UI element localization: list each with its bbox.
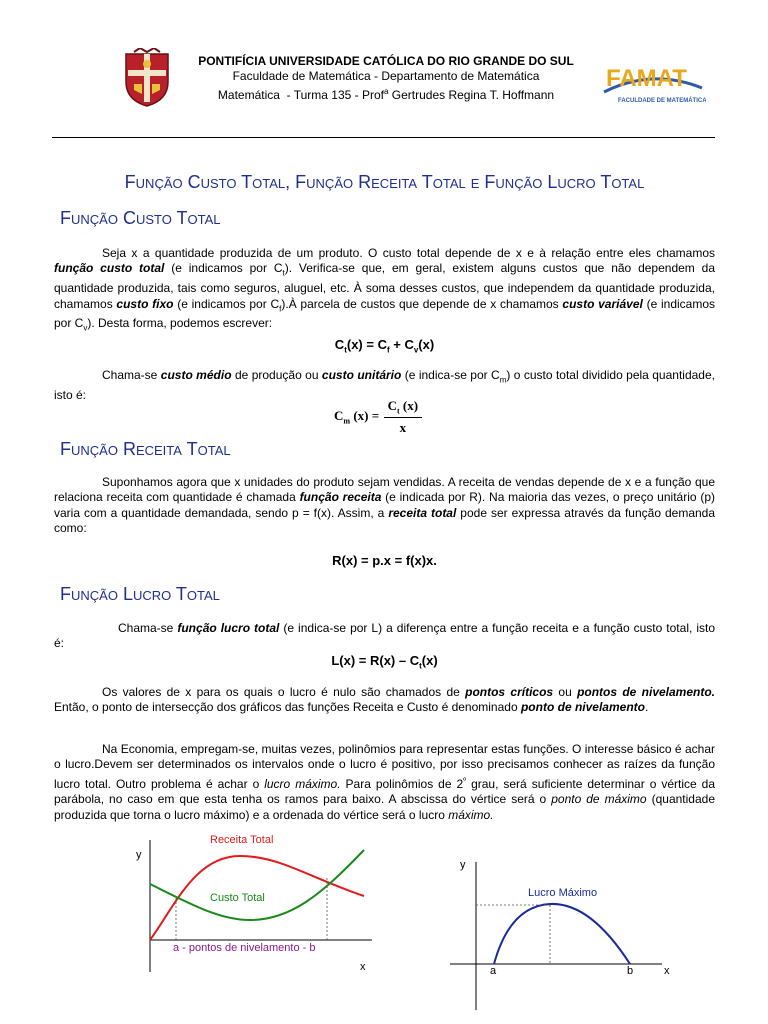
page-title: Função Custo Total, Função Receita Total e Função Lucro Total	[124, 172, 645, 192]
lucro-formula: $L(x) = R(x) - C_t(x)$	[331, 653, 438, 671]
lucro-paragraph-3: Na Economia, empregam-se, muitas vezes, polinômios para representar estas funções. O interesse básico é achar o lucro.Devem ser determinados os intervalos onde o lucro é positivo, por isso precisamos conhecer as raízes da função lucro total. Outro problema é achar o lucro máximo. Para polinômios de $2^º$ grau, será suficiente determinar o vértice da parábola, no caso em que esta tenha os ramos para baixo. A abscissa do vértice será o ponto de máximo (quantidade produzida que torna o lucro máximo) e a ordenada do vértice será o lucro máximo.	[54, 742, 715, 822]
receita-formula: R(x) = p.x = f(x)x.	[332, 553, 437, 568]
graph-receita-custo	[120, 826, 390, 986]
header-divider	[52, 137, 715, 138]
receita-paragraph-1: Suponhamos agora que x unidades do produto sejam vendidas. A receita de vendas depende de x e a função que relaciona receita com quantidade é chamada função receita (e indicada por R). Na maioria das vezes, o preço unitário (p) varia com a quantidade demandada, sendo p = f(x). Assim, a receita total pode ser expressa através da função demanda como:	[54, 475, 716, 536]
section-heading-custo: Função Custo Total	[60, 208, 221, 228]
lucro-paragraph-2: Os valores de x para os quais o lucro é nulo são chamados de pontos críticos ou pontos de nivelamento. Então, o ponto de intersecção dos gráficos das funções Receita e Custo é denominado ponto de nivelamento.	[54, 685, 716, 715]
custo-medio-formula: $C_m$ (x) = $\frac{C_t (x)}{x}$	[334, 398, 422, 438]
famat-logo	[598, 58, 706, 108]
graph1-y-label: y	[136, 849, 142, 861]
famat-logo-text: FAMAT	[606, 65, 687, 92]
graph-lucro-maximo	[450, 852, 680, 1012]
receita-label: Receita Total	[210, 834, 274, 846]
custo-paragraph-1: Seja x a quantidade produzida de um produto. O custo total depende de x e à relação entre eles chamamos função custo total (e indicamos por $C_t$). Verifica-se que, em geral, existem alguns custos que não dependem da quantidade produzida, tais como seguros, aluguel, etc. À soma desses custos, que independem da quantidade produzida, chamamos custo fixo (e indicamos por $C_f).À$ parcela de custos que depende de x chamamos custo variável (e indicamos por $C_v$). Desta forma, podemos escrever:	[54, 246, 716, 333]
custo-label: Custo Total	[210, 892, 265, 904]
graph1-x-label: x	[360, 961, 366, 973]
graph2-y-label: y	[460, 859, 466, 871]
lucro-paragraph-1: Chama-se função lucro total (e indica-se por L) a diferença entre a função receita e a função custo total, isto é:	[54, 621, 715, 651]
pucrs-logo	[120, 48, 174, 108]
section-heading-lucro: Função Lucro Total	[60, 584, 220, 604]
nivelamento-label: a - pontos de nivelamento - b	[173, 942, 316, 954]
graph2-x-label: x	[664, 965, 670, 977]
course-line: Matemática - Turma 135 - Prof$^a$ Gertrudes Regina T. Hoffmann	[217, 87, 555, 102]
root-a-label: a	[490, 965, 497, 977]
university-name: PONTIFÍCIA UNIVERSIDADE CATÓLICA DO RIO GRANDE DO SUL	[198, 54, 574, 68]
faculty-line: Faculdade de Matemática - Departamento de Matemática	[232, 69, 540, 83]
root-b-label: b	[627, 965, 634, 977]
lucro-max-label: Lucro Máximo	[528, 887, 598, 899]
section-heading-receita: Função Receita Total	[60, 439, 231, 459]
lucro-curve	[494, 904, 630, 964]
custo-paragraph-2: Chama-se custo médio de produção ou custo unitário (e indica-se por $C_m$) o custo total dividido pela quantidade, isto é:	[54, 368, 715, 402]
famat-logo-sub: FACULDADE DE MATEMÁTICA	[618, 98, 706, 104]
custo-total-formula: $C_t(x) = C_f + C_v(x)$	[334, 337, 435, 355]
